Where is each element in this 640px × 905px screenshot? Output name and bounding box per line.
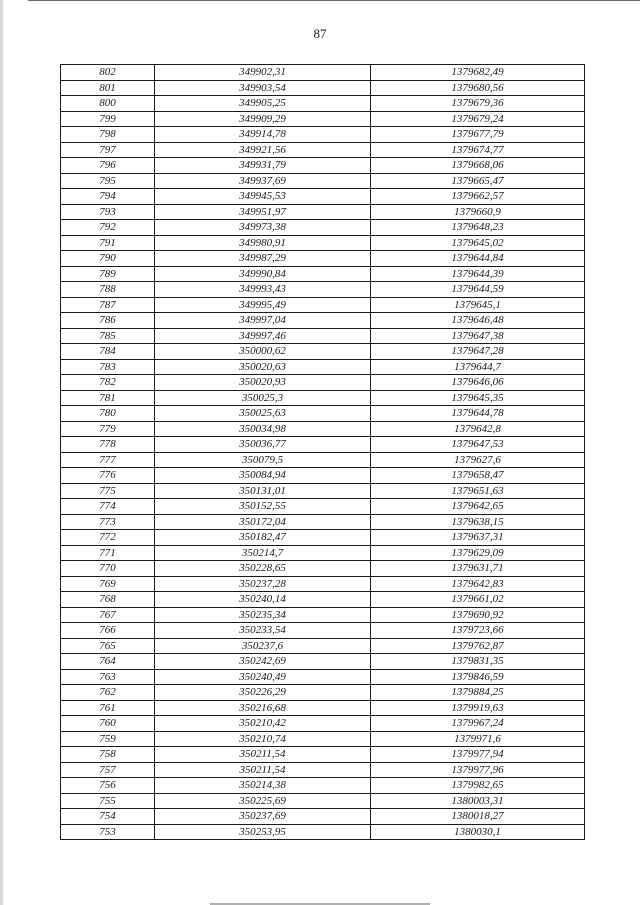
coordinates-table-body xyxy=(61,65,585,840)
table-row xyxy=(61,716,585,732)
table-row xyxy=(61,499,585,515)
point-number-cell: 790 xyxy=(61,251,155,267)
x-coordinate-cell: 349997,04 xyxy=(155,313,371,329)
y-coordinate-cell: 1379651,63 xyxy=(371,483,585,499)
x-coordinate-cell: 349902,31 xyxy=(155,65,371,81)
point-number-cell: 788 xyxy=(61,282,155,298)
point-number-cell: 779 xyxy=(61,421,155,437)
y-coordinate-cell: 1379648,23 xyxy=(371,220,585,236)
table-row xyxy=(61,530,585,546)
point-number-cell: 775 xyxy=(61,483,155,499)
point-number-cell: 762 xyxy=(61,685,155,701)
x-coordinate-cell: 350210,42 xyxy=(155,716,371,732)
point-number-cell: 793 xyxy=(61,204,155,220)
y-coordinate-cell: 1379661,02 xyxy=(371,592,585,608)
table-row xyxy=(61,669,585,685)
y-coordinate-cell: 1379967,24 xyxy=(371,716,585,732)
y-coordinate-cell: 1379647,28 xyxy=(371,344,585,360)
table-row xyxy=(61,778,585,794)
y-coordinate-cell: 1379637,31 xyxy=(371,530,585,546)
x-coordinate-cell: 350131,01 xyxy=(155,483,371,499)
coordinates-table xyxy=(60,64,585,840)
table-row xyxy=(61,344,585,360)
x-coordinate-cell: 350240,49 xyxy=(155,669,371,685)
y-coordinate-cell: 1379642,65 xyxy=(371,499,585,515)
table-row xyxy=(61,220,585,236)
table-row xyxy=(61,204,585,220)
table-row xyxy=(61,685,585,701)
point-number-cell: 792 xyxy=(61,220,155,236)
x-coordinate-cell: 350228,65 xyxy=(155,561,371,577)
table-row xyxy=(61,731,585,747)
x-coordinate-cell: 350079,5 xyxy=(155,452,371,468)
point-number-cell: 771 xyxy=(61,545,155,561)
x-coordinate-cell: 350036,77 xyxy=(155,437,371,453)
y-coordinate-cell: 1379644,78 xyxy=(371,406,585,422)
y-coordinate-cell: 1379982,65 xyxy=(371,778,585,794)
point-number-cell: 777 xyxy=(61,452,155,468)
table-row xyxy=(61,328,585,344)
x-coordinate-cell: 349987,29 xyxy=(155,251,371,267)
y-coordinate-cell: 1379668,06 xyxy=(371,158,585,174)
y-coordinate-cell: 1379644,84 xyxy=(371,251,585,267)
x-coordinate-cell: 349990,84 xyxy=(155,266,371,282)
x-coordinate-cell: 349914,78 xyxy=(155,127,371,143)
x-coordinate-cell: 349921,56 xyxy=(155,142,371,158)
x-coordinate-cell: 349993,43 xyxy=(155,282,371,298)
table-row xyxy=(61,793,585,809)
table-row xyxy=(61,65,585,81)
scan-edge-left xyxy=(0,0,3,905)
table-row xyxy=(61,173,585,189)
y-coordinate-cell: 1379647,53 xyxy=(371,437,585,453)
point-number-cell: 760 xyxy=(61,716,155,732)
point-number-cell: 784 xyxy=(61,344,155,360)
y-coordinate-cell: 1379723,66 xyxy=(371,623,585,639)
x-coordinate-cell: 350225,69 xyxy=(155,793,371,809)
point-number-cell: 773 xyxy=(61,514,155,530)
x-coordinate-cell: 349903,54 xyxy=(155,80,371,96)
table-row xyxy=(61,189,585,205)
x-coordinate-cell: 350242,69 xyxy=(155,654,371,670)
x-coordinate-cell: 350253,95 xyxy=(155,824,371,840)
table-row xyxy=(61,80,585,96)
y-coordinate-cell: 1379646,48 xyxy=(371,313,585,329)
point-number-cell: 763 xyxy=(61,669,155,685)
table-row xyxy=(61,235,585,251)
table-row xyxy=(61,421,585,437)
point-number-cell: 801 xyxy=(61,80,155,96)
x-coordinate-cell: 350214,38 xyxy=(155,778,371,794)
table-row xyxy=(61,576,585,592)
point-number-cell: 756 xyxy=(61,778,155,794)
x-coordinate-cell: 349945,53 xyxy=(155,189,371,205)
table-row xyxy=(61,406,585,422)
table-row xyxy=(61,96,585,112)
table-row xyxy=(61,545,585,561)
x-coordinate-cell: 349937,69 xyxy=(155,173,371,189)
table-row xyxy=(61,514,585,530)
point-number-cell: 759 xyxy=(61,731,155,747)
point-number-cell: 770 xyxy=(61,561,155,577)
x-coordinate-cell: 349973,38 xyxy=(155,220,371,236)
y-coordinate-cell: 1379642,8 xyxy=(371,421,585,437)
y-coordinate-cell: 1379690,92 xyxy=(371,607,585,623)
table-row xyxy=(61,266,585,282)
table-row xyxy=(61,437,585,453)
point-number-cell: 767 xyxy=(61,607,155,623)
y-coordinate-cell: 1379645,02 xyxy=(371,235,585,251)
point-number-cell: 781 xyxy=(61,390,155,406)
x-coordinate-cell: 350020,63 xyxy=(155,359,371,375)
x-coordinate-cell: 350237,28 xyxy=(155,576,371,592)
x-coordinate-cell: 350216,68 xyxy=(155,700,371,716)
x-coordinate-cell: 350226,29 xyxy=(155,685,371,701)
y-coordinate-cell: 1379645,1 xyxy=(371,297,585,313)
table-row xyxy=(61,483,585,499)
y-coordinate-cell: 1380003,31 xyxy=(371,793,585,809)
point-number-cell: 799 xyxy=(61,111,155,127)
table-row xyxy=(61,127,585,143)
y-coordinate-cell: 1379644,59 xyxy=(371,282,585,298)
y-coordinate-cell: 1379629,09 xyxy=(371,545,585,561)
y-coordinate-cell: 1379645,35 xyxy=(371,390,585,406)
y-coordinate-cell: 1379677,79 xyxy=(371,127,585,143)
y-coordinate-cell: 1379638,15 xyxy=(371,514,585,530)
point-number-cell: 796 xyxy=(61,158,155,174)
y-coordinate-cell: 1379665,47 xyxy=(371,173,585,189)
x-coordinate-cell: 349931,79 xyxy=(155,158,371,174)
x-coordinate-cell: 350025,3 xyxy=(155,390,371,406)
y-coordinate-cell: 1379644,39 xyxy=(371,266,585,282)
y-coordinate-cell: 1379977,96 xyxy=(371,762,585,778)
x-coordinate-cell: 349951,97 xyxy=(155,204,371,220)
point-number-cell: 787 xyxy=(61,297,155,313)
table-row xyxy=(61,142,585,158)
x-coordinate-cell: 350152,55 xyxy=(155,499,371,515)
point-number-cell: 776 xyxy=(61,468,155,484)
page-number: 87 xyxy=(313,26,327,41)
x-coordinate-cell: 349905,25 xyxy=(155,96,371,112)
y-coordinate-cell: 1379679,36 xyxy=(371,96,585,112)
y-coordinate-cell: 1379658,47 xyxy=(371,468,585,484)
y-coordinate-cell: 1379682,49 xyxy=(371,65,585,81)
point-number-cell: 802 xyxy=(61,65,155,81)
table-row xyxy=(61,359,585,375)
point-number-cell: 791 xyxy=(61,235,155,251)
point-number-cell: 758 xyxy=(61,747,155,763)
x-coordinate-cell: 349909,29 xyxy=(155,111,371,127)
table-row xyxy=(61,623,585,639)
table-row xyxy=(61,452,585,468)
table-row xyxy=(61,607,585,623)
y-coordinate-cell: 1379971,6 xyxy=(371,731,585,747)
point-number-cell: 765 xyxy=(61,638,155,654)
point-number-cell: 783 xyxy=(61,359,155,375)
point-number-cell: 798 xyxy=(61,127,155,143)
table-row xyxy=(61,762,585,778)
y-coordinate-cell: 1379679,24 xyxy=(371,111,585,127)
y-coordinate-cell: 1379680,56 xyxy=(371,80,585,96)
x-coordinate-cell: 350240,14 xyxy=(155,592,371,608)
x-coordinate-cell: 349995,49 xyxy=(155,297,371,313)
x-coordinate-cell: 349980,91 xyxy=(155,235,371,251)
table-row xyxy=(61,561,585,577)
x-coordinate-cell: 349997,46 xyxy=(155,328,371,344)
table-row xyxy=(61,638,585,654)
y-coordinate-cell: 1379631,71 xyxy=(371,561,585,577)
point-number-cell: 768 xyxy=(61,592,155,608)
point-number-cell: 782 xyxy=(61,375,155,391)
table-row xyxy=(61,282,585,298)
point-number-cell: 753 xyxy=(61,824,155,840)
x-coordinate-cell: 350182,47 xyxy=(155,530,371,546)
table-row xyxy=(61,390,585,406)
point-number-cell: 778 xyxy=(61,437,155,453)
y-coordinate-cell: 1379642,83 xyxy=(371,576,585,592)
x-coordinate-cell: 350237,6 xyxy=(155,638,371,654)
y-coordinate-cell: 1379919,63 xyxy=(371,700,585,716)
table-row xyxy=(61,158,585,174)
y-coordinate-cell: 1379627,6 xyxy=(371,452,585,468)
table-row xyxy=(61,313,585,329)
y-coordinate-cell: 1380018,27 xyxy=(371,809,585,825)
x-coordinate-cell: 350211,54 xyxy=(155,762,371,778)
y-coordinate-cell: 1379646,06 xyxy=(371,375,585,391)
point-number-cell: 780 xyxy=(61,406,155,422)
point-number-cell: 786 xyxy=(61,313,155,329)
y-coordinate-cell: 1379831,35 xyxy=(371,654,585,670)
y-coordinate-cell: 1379647,38 xyxy=(371,328,585,344)
point-number-cell: 754 xyxy=(61,809,155,825)
x-coordinate-cell: 350034,98 xyxy=(155,421,371,437)
x-coordinate-cell: 350000,62 xyxy=(155,344,371,360)
y-coordinate-cell: 1379662,57 xyxy=(371,189,585,205)
point-number-cell: 766 xyxy=(61,623,155,639)
point-number-cell: 755 xyxy=(61,793,155,809)
x-coordinate-cell: 350210,74 xyxy=(155,731,371,747)
y-coordinate-cell: 1379660,9 xyxy=(371,204,585,220)
x-coordinate-cell: 350233,54 xyxy=(155,623,371,639)
y-coordinate-cell: 1379674,77 xyxy=(371,142,585,158)
scan-edge-top xyxy=(28,0,640,1)
table-row xyxy=(61,375,585,391)
point-number-cell: 764 xyxy=(61,654,155,670)
point-number-cell: 795 xyxy=(61,173,155,189)
x-coordinate-cell: 350214,7 xyxy=(155,545,371,561)
table-row xyxy=(61,468,585,484)
x-coordinate-cell: 350211,54 xyxy=(155,747,371,763)
y-coordinate-cell: 1380030,1 xyxy=(371,824,585,840)
point-number-cell: 772 xyxy=(61,530,155,546)
y-coordinate-cell: 1379884,25 xyxy=(371,685,585,701)
point-number-cell: 769 xyxy=(61,576,155,592)
point-number-cell: 800 xyxy=(61,96,155,112)
table-row xyxy=(61,654,585,670)
table-row xyxy=(61,592,585,608)
table-row xyxy=(61,809,585,825)
y-coordinate-cell: 1379977,94 xyxy=(371,747,585,763)
point-number-cell: 774 xyxy=(61,499,155,515)
table-row xyxy=(61,747,585,763)
table-row xyxy=(61,297,585,313)
point-number-cell: 797 xyxy=(61,142,155,158)
x-coordinate-cell: 350172,04 xyxy=(155,514,371,530)
table-row xyxy=(61,824,585,840)
x-coordinate-cell: 350084,94 xyxy=(155,468,371,484)
table-row xyxy=(61,700,585,716)
x-coordinate-cell: 350235,34 xyxy=(155,607,371,623)
point-number-cell: 785 xyxy=(61,328,155,344)
point-number-cell: 761 xyxy=(61,700,155,716)
x-coordinate-cell: 350020,93 xyxy=(155,375,371,391)
y-coordinate-cell: 1379846,59 xyxy=(371,669,585,685)
point-number-cell: 794 xyxy=(61,189,155,205)
y-coordinate-cell: 1379762,87 xyxy=(371,638,585,654)
point-number-cell: 789 xyxy=(61,266,155,282)
point-number-cell: 757 xyxy=(61,762,155,778)
y-coordinate-cell: 1379644,7 xyxy=(371,359,585,375)
table-row xyxy=(61,111,585,127)
x-coordinate-cell: 350237,69 xyxy=(155,809,371,825)
x-coordinate-cell: 350025,63 xyxy=(155,406,371,422)
table-row xyxy=(61,251,585,267)
